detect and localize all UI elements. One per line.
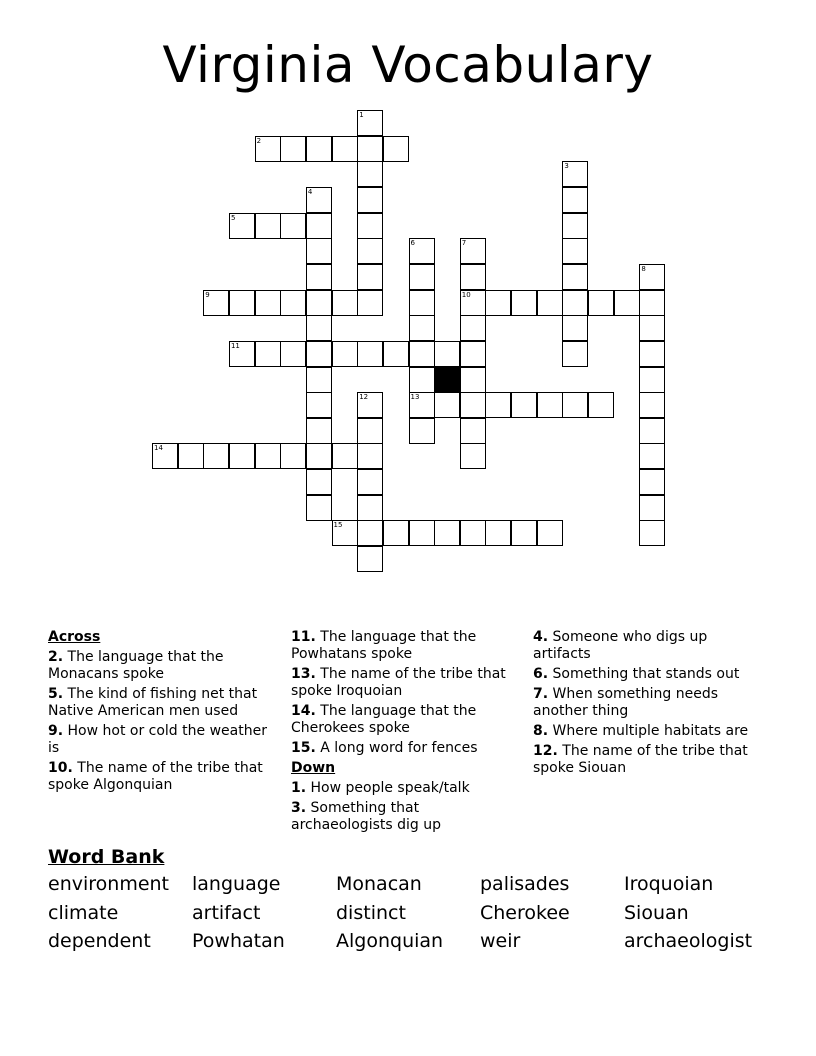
clue-across-10: 10. The name of the tribe that spoke Algonquian (48, 760, 263, 793)
clue-across-15: 15. A long word for fences (291, 740, 478, 756)
grid-cell[interactable] (639, 443, 665, 469)
word-bank-item: Iroquoian (624, 873, 714, 895)
grid-cell[interactable] (639, 392, 665, 418)
word-bank-item: language (192, 873, 281, 895)
grid-cell[interactable] (434, 392, 460, 418)
word-bank-item: dependent (48, 930, 151, 952)
grid-cell[interactable] (511, 290, 537, 316)
grid-cell[interactable] (562, 315, 588, 341)
clue-down-3: 3. Something that archaeologists dig up (291, 800, 441, 833)
clue-across-11: 11. The language that the Powhatans spoke (291, 629, 477, 662)
word-bank-heading: Word Bank (48, 846, 165, 868)
grid-cell[interactable] (152, 443, 178, 469)
grid-cell[interactable] (255, 290, 281, 316)
cell-number: 15 (333, 521, 343, 530)
clues-column-1 (48, 629, 280, 797)
clue-down-4: 4. Someone who digs up artifacts (533, 629, 708, 662)
cell-number: 5 (230, 213, 236, 222)
grid-cell[interactable] (562, 161, 588, 187)
grid-cell[interactable] (280, 443, 306, 469)
grid-cell[interactable] (562, 238, 588, 264)
grid-cell[interactable] (383, 341, 409, 367)
grid-cell[interactable] (460, 418, 486, 444)
cell-number: 1 (359, 111, 364, 119)
grid-cell[interactable] (306, 238, 332, 264)
grid-cell[interactable] (280, 213, 306, 239)
grid-cell[interactable] (409, 315, 435, 341)
clue-across-2: 2. The language that the Monacans spoke (48, 649, 224, 682)
grid-cell[interactable] (357, 418, 383, 444)
grid-cell[interactable] (332, 136, 358, 162)
grid-cell[interactable] (357, 546, 383, 572)
grid-cell[interactable] (537, 392, 563, 418)
cell-number: 3 (564, 162, 569, 171)
grid-cell[interactable] (460, 315, 486, 341)
grid-cell[interactable] (409, 290, 435, 316)
cell-number: 7 (461, 239, 467, 248)
grid-cell[interactable] (255, 136, 281, 162)
grid-cell[interactable] (383, 136, 409, 162)
grid-cell[interactable] (357, 187, 383, 213)
word-bank-item: environment (48, 873, 170, 895)
grid-cell[interactable] (434, 341, 460, 367)
grid-cell[interactable] (485, 290, 511, 316)
word-bank-item: Siouan (624, 901, 689, 924)
grid-cell[interactable] (280, 290, 306, 316)
grid-cell[interactable] (357, 495, 383, 521)
clue-down-6: 6. Something that stands out (533, 666, 740, 682)
grid-cell[interactable] (639, 341, 665, 367)
grid-cell[interactable] (639, 469, 665, 495)
word-bank-item: Cherokee (480, 901, 570, 924)
word-bank-item: Powhatan (192, 930, 285, 952)
word-bank-item: climate (48, 901, 119, 924)
page-title: Virginia Vocabulary (162, 36, 654, 94)
word-bank-item: distinct (336, 901, 406, 924)
word-bank-item: weir (480, 930, 521, 952)
down-heading: Down (291, 760, 336, 776)
grid-cell[interactable] (434, 520, 460, 546)
grid-cell[interactable] (306, 187, 332, 213)
word-bank-item: artifact (192, 901, 261, 924)
grid-cell[interactable] (537, 520, 563, 546)
grid-cell[interactable] (332, 341, 358, 367)
clue-down-12: 12. The name of the tribe that spoke Siouan (533, 743, 748, 776)
grid-cell[interactable] (485, 520, 511, 546)
grid-cell[interactable] (306, 290, 332, 316)
cell-number: 14 (154, 444, 163, 453)
clues-column-3 (533, 629, 765, 780)
word-bank-item: Monacan (336, 873, 422, 895)
grid-cell[interactable] (306, 264, 332, 290)
clue-across-13: 13. The name of the tribe that spoke Iroquoian (291, 666, 506, 699)
clue-across-5: 5. The kind of fishing net that Native American men used (48, 686, 258, 719)
grid-cell[interactable] (306, 341, 332, 367)
grid-cell[interactable] (306, 418, 332, 444)
grid-cell[interactable] (357, 161, 383, 187)
cell-number: 6 (410, 239, 415, 248)
grid-cell[interactable] (357, 392, 383, 418)
grid-cell[interactable] (357, 136, 383, 162)
grid-cell[interactable] (460, 367, 486, 393)
grid-cell[interactable] (639, 495, 665, 521)
grid-cell[interactable] (306, 443, 332, 469)
grid-cell[interactable] (229, 290, 255, 316)
grid-cell[interactable] (255, 341, 281, 367)
grid-cell[interactable] (306, 495, 332, 521)
grid-cell[interactable] (357, 110, 383, 136)
grid-cell[interactable] (357, 443, 383, 469)
word-bank-item: palisades (480, 873, 570, 895)
grid-cell[interactable] (562, 187, 588, 213)
grid-cell[interactable] (357, 213, 383, 239)
grid-cell[interactable] (357, 469, 383, 495)
grid-cell[interactable] (588, 392, 614, 418)
grid-cell[interactable] (485, 392, 511, 418)
grid-black-cell (434, 367, 460, 393)
grid-cell[interactable] (203, 290, 229, 316)
grid-cell[interactable] (306, 315, 332, 341)
grid-cell[interactable] (588, 290, 614, 316)
grid-cell[interactable] (409, 341, 435, 367)
cell-number: 10 (461, 290, 471, 299)
grid-cell[interactable] (409, 418, 435, 444)
grid-cell[interactable] (511, 520, 537, 546)
grid-cell[interactable] (537, 290, 563, 316)
grid-cell[interactable] (357, 290, 383, 316)
grid-cell[interactable] (255, 213, 281, 239)
grid-cell[interactable] (306, 213, 332, 239)
clue-across-9: 9. How hot or cold the weather is (48, 723, 267, 756)
clue-across-14: 14. The language that the Cherokees spoke (291, 703, 477, 736)
grid-cell[interactable] (562, 213, 588, 239)
grid-cell[interactable] (306, 136, 332, 162)
grid-cell[interactable] (357, 341, 383, 367)
grid-cell[interactable] (562, 290, 588, 316)
grid-cell[interactable] (614, 290, 640, 316)
grid-cell[interactable] (460, 341, 486, 367)
clues-column-2 (291, 629, 523, 837)
grid-cell[interactable] (229, 213, 255, 239)
word-bank (48, 873, 788, 953)
grid-cell[interactable] (280, 136, 306, 162)
across-heading: Across (48, 629, 101, 645)
grid-cell[interactable] (306, 367, 332, 393)
clue-down-7: 7. When something needs another thing (533, 686, 719, 719)
grid-cell[interactable] (639, 520, 665, 546)
grid-cell[interactable] (409, 264, 435, 290)
grid-cell[interactable] (306, 392, 332, 418)
grid-cell[interactable] (255, 443, 281, 469)
cell-number: 13 (410, 393, 420, 402)
grid-cell[interactable] (409, 392, 435, 418)
grid-cell[interactable] (460, 238, 486, 264)
grid-cell[interactable] (332, 290, 358, 316)
grid-cell[interactable] (409, 238, 435, 264)
grid-cell[interactable] (562, 392, 588, 418)
cell-number: 9 (205, 290, 210, 299)
grid-cell[interactable] (409, 367, 435, 393)
grid-cell[interactable] (332, 443, 358, 469)
grid-cell[interactable] (460, 290, 486, 316)
grid-cell[interactable] (280, 341, 306, 367)
grid-cell[interactable] (357, 520, 383, 546)
grid-cell[interactable] (203, 443, 229, 469)
cell-number: 4 (307, 187, 313, 196)
cell-number: 8 (641, 264, 646, 273)
grid-cell[interactable] (460, 264, 486, 290)
grid-cell[interactable] (511, 392, 537, 418)
grid-cell[interactable] (332, 520, 358, 546)
grid-cell[interactable] (639, 418, 665, 444)
cell-number: 12 (359, 393, 369, 402)
grid-cell[interactable] (639, 290, 665, 316)
grid-cell[interactable] (639, 315, 665, 341)
grid-cell[interactable] (639, 367, 665, 393)
grid-cell[interactable] (460, 520, 486, 546)
grid-cell[interactable] (409, 520, 435, 546)
grid-cell[interactable] (562, 264, 588, 290)
word-bank-item: archaeologist (624, 930, 753, 952)
cell-number: 2 (256, 136, 262, 145)
grid-cell[interactable] (562, 341, 588, 367)
grid-cell[interactable] (383, 520, 409, 546)
grid-cell[interactable] (229, 341, 255, 367)
grid-cell[interactable] (357, 264, 383, 290)
grid-cell[interactable] (306, 469, 332, 495)
grid-cell[interactable] (178, 443, 204, 469)
cell-number: 11 (230, 341, 240, 350)
grid-cell[interactable] (460, 443, 486, 469)
grid-cell[interactable] (639, 264, 665, 290)
grid-cell[interactable] (229, 443, 255, 469)
clue-down-8: 8. Where multiple habitats are (533, 723, 749, 739)
grid-cell[interactable] (460, 392, 486, 418)
clue-down-1: 1. How people speak/talk (291, 780, 470, 796)
grid-cell[interactable] (357, 238, 383, 264)
word-bank-item: Algonquian (336, 930, 444, 952)
